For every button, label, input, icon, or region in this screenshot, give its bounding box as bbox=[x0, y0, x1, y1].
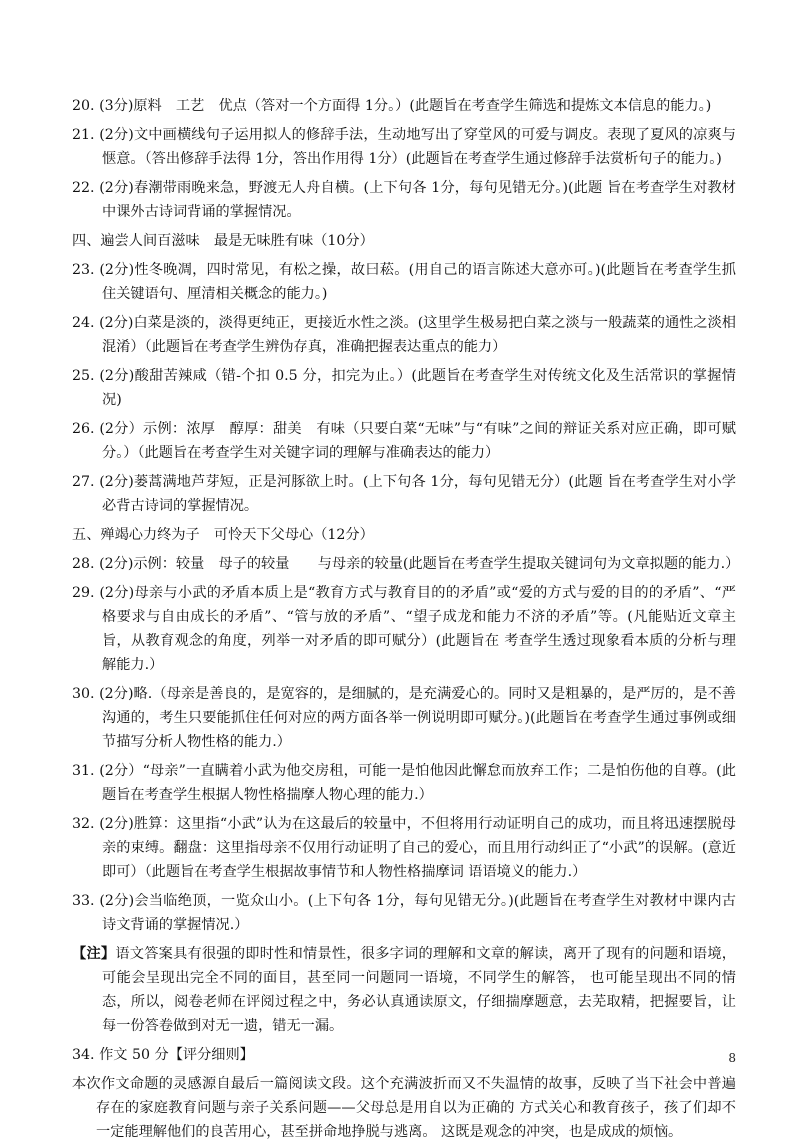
composition-heading: 34. 作文 50 分【评分细则】 bbox=[72, 1047, 254, 1063]
composition-intro: 本次作文命题的灵感源自最后一篇阅读文段。这个充满波折而又不失温情的故事，反映了当下社会中普遍存在的家庭教育问题与亲子关系问题——父母总是用自以为正确的 方式关心和教育孩子，孩了们却不一定能理解他们的良苦用心，甚至拼命地挣脱与逃离。 这既是观念的冲突，也是成成的烦恼。 bbox=[72, 1076, 736, 1140]
note-block bbox=[72, 942, 736, 1038]
answer-item-22: 22. (2分)春潮带雨晚来急，野渡无人舟自横。(上下句各 1分，每句见错无分。)(此题 旨在考查学生对教材中课外古诗词背诵的掌握情况。 bbox=[72, 180, 736, 220]
answer-item-24: 24. (2分)白菜是淡的，淡得更纯正，更接近水性之淡。(这里学生极易把白菜之淡与一般蔬菜的通性之淡相混淆）（此题旨在考查学生辨伪存真，准确把握表达重点的能力） bbox=[72, 315, 736, 355]
answer-key-content bbox=[72, 94, 740, 1144]
answer-item-32: 32. (2分)胜算：这里指“小武”认为在这最后的较量中，不但将用行动证明自己的成功，而且将迅速摆脱母亲的束缚。翻盘：这里指母亲不仅用行动证明了自己的爱心，而且用行动纠正了“小武”的误解。(意近即可）（此题旨在考查学生根据故事情节和人物性格揣摩词 语语境义的能力.） bbox=[72, 816, 736, 880]
answer-item-28: 28. (2分)示例：较量 母子的较量 与母亲的较量(此题旨在考查学生提取关键词句为文章拟题的能力.） bbox=[72, 556, 740, 572]
note-text: 语文答案具有很强的即时性和情景性，很多字词的理解和文章的解读，离开了现有的问题和语境，可能会呈现出完全不同的面目，甚至同一问题同一语境，不同学生的解答， 也可能呈现出不同的情态，所以，阅卷老师在评阅过程之中，务必认真通读原文，仔细揣摩题意，去芜取精，把握要旨，让每一份答卷做到对无一遗，错无一漏。 bbox=[102, 946, 736, 1034]
answer-item-27: 27. (2分)蒌蒿满地芦芽短，正是河豚欲上时。(上下句各 1分，每句见错无分）(此题 旨在考查学生对小学必背古诗词的掌握情况。 bbox=[72, 474, 736, 514]
answer-item-33: 33. (2分)会当临绝顶，一览众山小。(上下句各 1分，每句见错无分。)(此题旨在考查学生对教材中课内古诗文背诵的掌握情况.） bbox=[72, 893, 736, 933]
section-heading-4: 四、遍尝人间百滋味 最是无味胜有味（10分） bbox=[72, 233, 374, 249]
answer-item-30: 30. (2分)略.（母亲是善良的，是宽容的，是细腻的，是充满爱心的。同时又是粗暴的，是严厉的，是不善沟通的，考生只要能抓住任何对应的两方面各举一例说明即可赋分。)(此题旨在考查学生通过事例或细节描写分析人物性格的能力.） bbox=[72, 686, 736, 750]
answer-item-23: 23. (2分)性冬晚凋，四时常见，有松之操，故曰菘。(用自己的语言陈述大意亦可。)(此题旨在考查学生抓住关键语句、厘清相关概念的能力。) bbox=[72, 262, 736, 302]
note-label: 【注】 bbox=[72, 946, 116, 962]
answer-item-26: 26. (2分）示例：浓厚 醇厚：甜美 有味（只要白菜“无味”与“有味”之间的辩证关系对应正确，即可赋分。）（此题旨在考查学生对关键字词的理解与准确表达的能力） bbox=[72, 421, 736, 461]
section-heading-5: 五、殚竭心力终为子 可怜天下父母心（12分） bbox=[72, 527, 374, 543]
answer-item-31: 31. (2分）“母亲”一直瞒着小武为他交房租，可能一是怕他因此懈怠而放弃工作；二是怕伤他的自尊。(此题旨在考查学生根据人物性格揣摩人物心理的能力.） bbox=[72, 763, 736, 803]
answer-item-20: 20. (3分)原料 工艺 优点（答对一个方面得 1分。）(此题旨在考查学生筛选和提炼文本信息的能力。) bbox=[72, 98, 712, 114]
answer-item-25: 25. (2分)酸甜苦辣咸（错-个扣 0.5 分，扣完为止。）(此题旨在考查学生对传统文化及生活常识的掌握情况) bbox=[72, 368, 736, 408]
answer-item-29: 29. (2分)母亲与小武的矛盾本质上是“教育方式与教育目的的矛盾”或“爱的方式与爱的目的的矛盾”、“严格要求与自由成长的矛盾”、“管与放的矛盾”、“望子成龙和能力不济的矛盾”等。(凡能贴近文章主旨，从教育观念的角度，列举一对矛盾的即可赋分）(此题旨在 考查学生透过现象看本质的分析与理解能力.） bbox=[72, 585, 736, 673]
answer-item-21: 21. (2分)文中画横线句子运用拟人的修辞手法，生动地写出了穿堂风的可爱与调皮。表现了夏风的凉爽与惬意。（答出修辞手法得 1分，答出作用得 1分）(此题旨在考查学生通过修辞手法赏析句子的能力。) bbox=[72, 127, 736, 167]
page-number: 8 bbox=[728, 1051, 736, 1065]
